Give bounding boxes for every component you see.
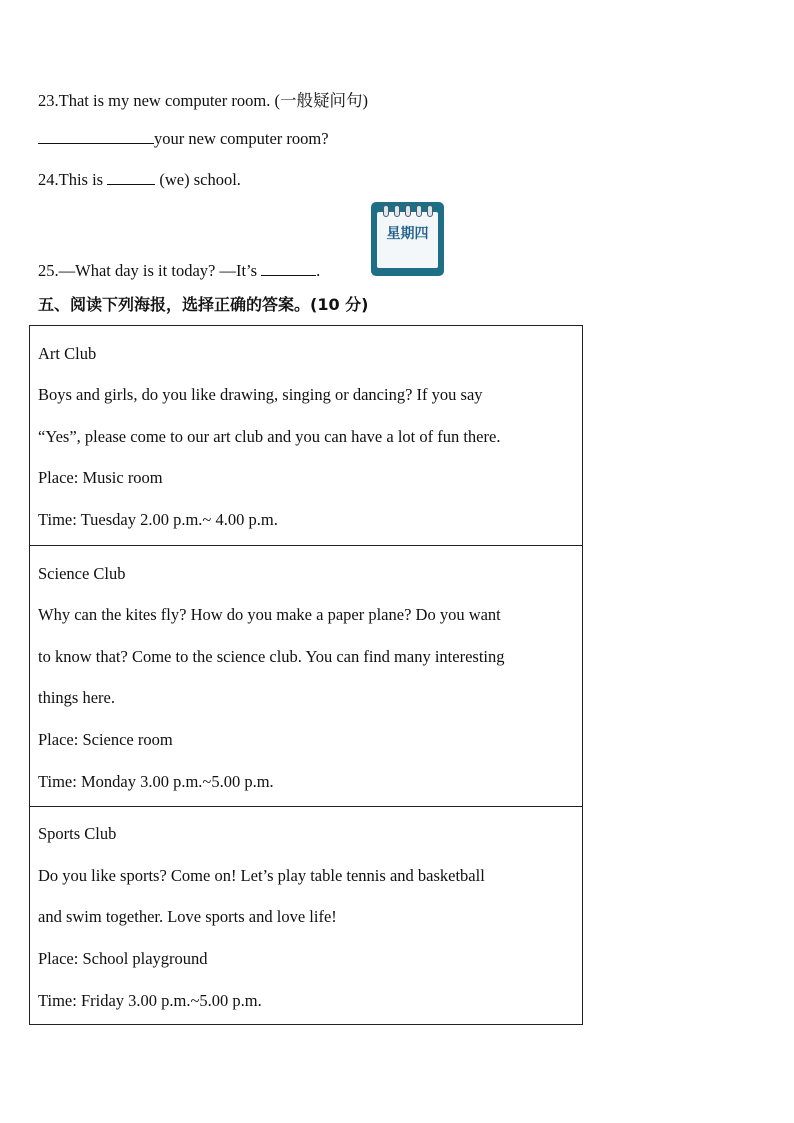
answer-blank[interactable] bbox=[107, 170, 155, 185]
poster-table bbox=[29, 325, 583, 1025]
question-24-suffix: (we) school. bbox=[159, 170, 241, 189]
poster-place: Place: Science room bbox=[38, 730, 173, 749]
poster-science-club bbox=[30, 545, 582, 806]
calendar-ring bbox=[416, 205, 422, 217]
question-23-answer-line bbox=[38, 129, 329, 149]
poster-time: Time: Friday 3.00 p.m.~5.00 p.m. bbox=[38, 991, 262, 1010]
calendar-icon bbox=[371, 202, 444, 276]
poster-text-line: and swim together. Love sports and love life! bbox=[38, 907, 337, 926]
section-heading: 五、阅读下列海报，选择正确的答案。(10 分) bbox=[38, 295, 369, 314]
poster-title: Sports Club bbox=[38, 824, 117, 843]
poster-text-line: Why can the kites fly? How do you make a paper plane? Do you want bbox=[38, 605, 501, 624]
calendar-ring bbox=[394, 205, 400, 217]
calendar-day-label: 星期四 bbox=[386, 226, 429, 242]
question-25 bbox=[38, 261, 320, 281]
question-23-answer-tail: your new computer room? bbox=[154, 129, 329, 148]
poster-title: Art Club bbox=[38, 344, 97, 363]
poster-text-line: Boys and girls, do you like drawing, singing or dancing? If you say bbox=[38, 385, 483, 404]
poster-time: Time: Tuesday 2.00 p.m.~ 4.00 p.m. bbox=[38, 510, 278, 529]
calendar-ring bbox=[405, 205, 411, 217]
poster-place: Place: Music room bbox=[38, 468, 163, 487]
poster-sports-club bbox=[30, 806, 582, 1024]
poster-title: Science Club bbox=[38, 564, 126, 583]
question-23: 23.That is my new computer room. (一般疑问句) bbox=[38, 91, 368, 110]
poster-text-line: “Yes”, please come to our art club and you can have a lot of fun there. bbox=[38, 427, 501, 446]
poster-text-line: things here. bbox=[38, 688, 115, 707]
poster-place: Place: School playground bbox=[38, 949, 208, 968]
calendar-ring bbox=[383, 205, 389, 217]
question-25-suffix: . bbox=[316, 261, 321, 280]
poster-time: Time: Monday 3.00 p.m.~5.00 p.m. bbox=[38, 772, 274, 791]
question-25-prefix: 25.—What day is it today? —It’s bbox=[38, 261, 258, 280]
answer-blank[interactable] bbox=[38, 129, 154, 144]
calendar-ring bbox=[427, 205, 433, 217]
poster-text-line: to know that? Come to the science club. You can find many interesting bbox=[38, 647, 505, 666]
poster-art-club bbox=[30, 326, 582, 545]
question-24 bbox=[38, 170, 241, 190]
answer-blank[interactable] bbox=[261, 261, 316, 276]
poster-text-line: Do you like sports? Come on! Let’s play table tennis and basketball bbox=[38, 866, 485, 885]
question-24-prefix: 24.This is bbox=[38, 170, 104, 189]
